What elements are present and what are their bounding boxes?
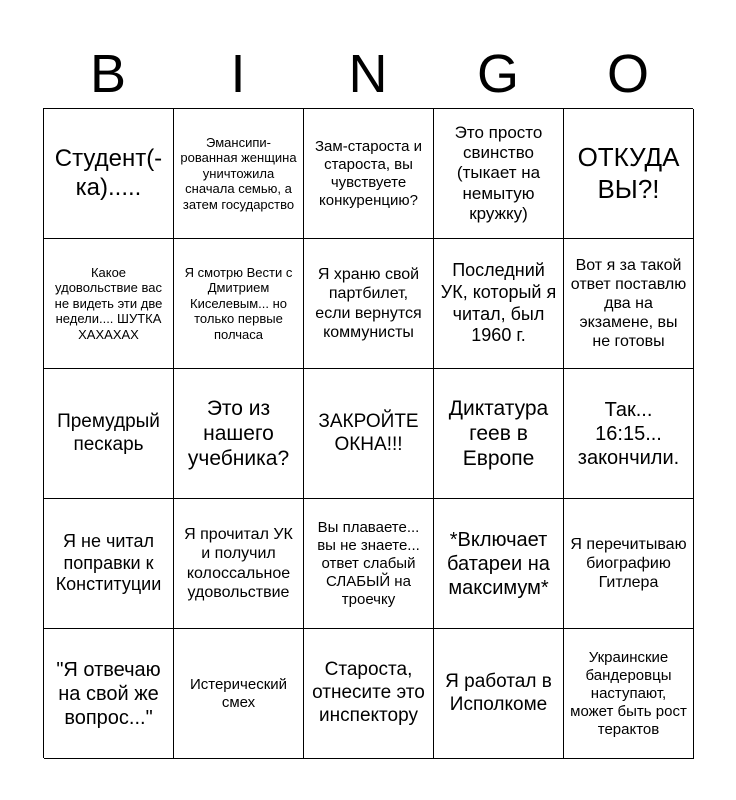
bingo-cell-r5c3[interactable]: Староста, отнесите это инспектору xyxy=(304,629,434,759)
bingo-header xyxy=(43,40,693,108)
bingo-cell-r2c4[interactable]: Последний УК, который я читал, был 1960 г. xyxy=(434,239,564,369)
bingo-cell-r2c1[interactable]: Какое удовольствие вас не видеть эти две недели.... ШУТКА ХАХАХАХ xyxy=(44,239,174,369)
header-letter-i: I xyxy=(230,44,246,104)
bingo-cell-r5c2[interactable]: Истерический смех xyxy=(174,629,304,759)
header-letter-o: O xyxy=(606,44,649,104)
bingo-cell-r3c5[interactable]: Так... 16:15... закончили. xyxy=(564,369,694,499)
bingo-cell-r1c5[interactable]: ОТКУДА ВЫ?! xyxy=(564,109,694,239)
bingo-cell-r5c4[interactable]: Я работал в Исполкоме xyxy=(434,629,564,759)
bingo-cell-r2c3[interactable]: Я храню свой партбилет, если вернутся коммунисты xyxy=(304,239,434,369)
bingo-grid xyxy=(43,108,693,758)
bingo-cell-r5c1[interactable]: "Я отвечаю на свой же вопрос..." xyxy=(44,629,174,759)
bingo-cell-r4c4[interactable]: *Включает батареи на максимум* xyxy=(434,499,564,629)
bingo-cell-r2c2[interactable]: Я смотрю Вести с Дмитрием Киселевым... но только первые полчаса xyxy=(174,239,304,369)
bingo-cell-r4c3[interactable]: Вы плаваете... вы не знаете... ответ слабый СЛАБЫЙ на троечку xyxy=(304,499,434,629)
bingo-cell-r2c5[interactable]: Вот я за такой ответ поставлю два на экзамене, вы не готовы xyxy=(564,239,694,369)
bingo-cell-r1c2[interactable]: Эмансипи-рованная женщина уничтожила сначала семью, а затем государство xyxy=(174,109,304,239)
bingo-cell-r3c4[interactable]: Диктатура геев в Европе xyxy=(434,369,564,499)
bingo-cell-r4c2[interactable]: Я прочитал УК и получил колоссальное удовольствие xyxy=(174,499,304,629)
bingo-cell-r3c2[interactable]: Это из нашего учебника? xyxy=(174,369,304,499)
bingo-cell-r1c1[interactable]: Студент(-ка)..... xyxy=(44,109,174,239)
bingo-cell-r4c1[interactable]: Я не читал поправки к Конституции xyxy=(44,499,174,629)
bingo-cell-r3c3[interactable]: ЗАКРОЙТЕ ОКНА!!! xyxy=(304,369,434,499)
bingo-cell-r1c4[interactable]: Это просто свинство (тыкает на немытую кружку) xyxy=(434,109,564,239)
bingo-cell-r3c1[interactable]: Премудрый пескарь xyxy=(44,369,174,499)
header-letter-b: B xyxy=(89,44,127,104)
header-letter-g: G xyxy=(476,44,519,104)
bingo-cell-r4c5[interactable]: Я перечитываю биографию Гитлера xyxy=(564,499,694,629)
header-letter-n: N xyxy=(348,44,388,104)
bingo-cell-r1c3[interactable]: Зам-староста и староста, вы чувствуете конкуренцию? xyxy=(304,109,434,239)
bingo-cell-r5c5[interactable]: Украинские бандеровцы наступают, может быть рост терактов xyxy=(564,629,694,759)
